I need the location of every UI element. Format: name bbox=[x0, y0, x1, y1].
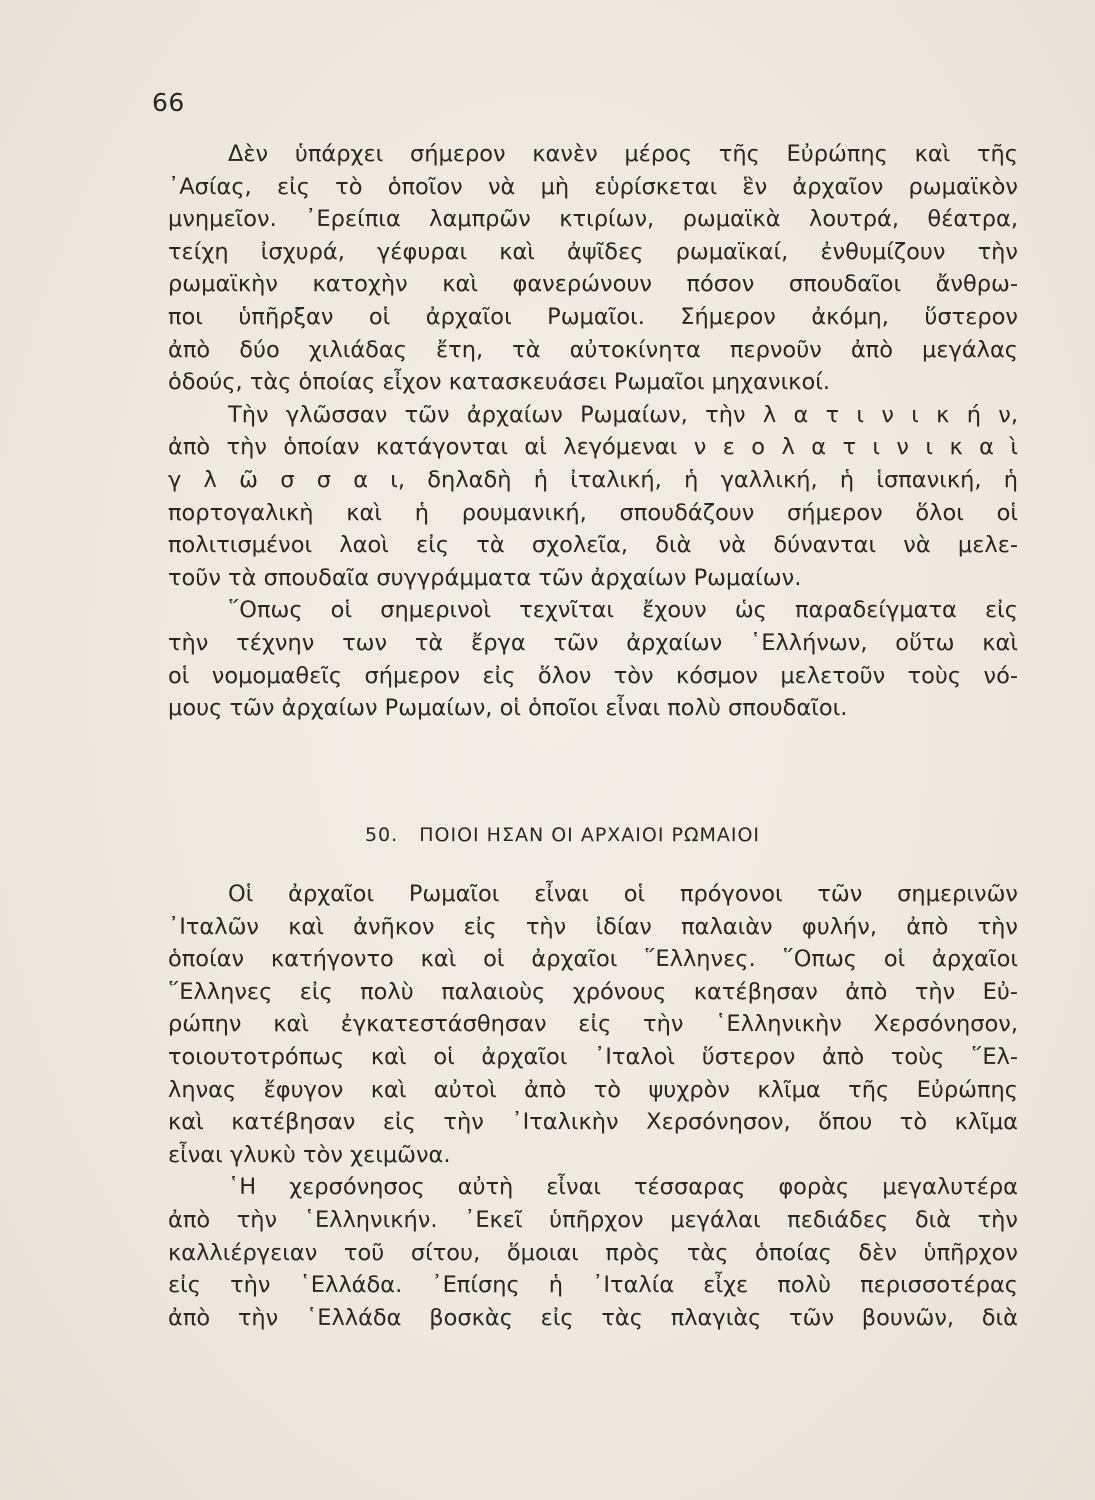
text-line: ῾Η χερσόνησος αὐτὴ εἶναι τέσσαρας φορὰς μεγαλυτέρα bbox=[228, 1174, 1018, 1201]
text-line: εἰς τὴν ῾Ελλάδα. ᾿Επίσης ἡ ᾿Ιταλία εἶχε πολὺ περισσοτέρας bbox=[168, 1272, 1018, 1299]
section-1-text bbox=[168, 138, 1018, 725]
text-line: μνημεῖον. ᾿Ερείπια λαμπρῶν κτιρίων, ρωμαϊκὰ λουτρά, θέατρα, bbox=[168, 206, 1018, 233]
text-line: εἶναι γλυκὺ τὸν χειμῶνα. bbox=[168, 1141, 451, 1168]
text-line: ποι ὑπῆρξαν οἱ ἀρχαῖοι Ρωμαῖοι. Σήμερον ἀκόμη, ὕστερον bbox=[168, 303, 1018, 330]
section-heading-title: ΠΟΙΟΙ ΗΣΑΝ ΟΙ ΑΡΧΑΙΟΙ ΡΩΜΑΙΟΙ bbox=[419, 824, 761, 846]
text-line: ὁδούς, τὰς ὁποίας εἶχον κατασκευάσει Ρωμαῖοι μηχανικοί. bbox=[168, 369, 830, 396]
text-line: ἀπὸ τὴν ῾Ελληνικήν. ᾿Εκεῖ ὑπῆρχον μεγάλαι πεδιάδες διὰ τὴν bbox=[168, 1206, 1018, 1233]
page-number: 66 bbox=[152, 88, 185, 117]
text-line: τοιουτοτρόπως καὶ οἱ ἀρχαῖοι ᾿Ιταλοὶ ὕστερον ἀπὸ τοὺς ῞Ελ- bbox=[168, 1043, 1018, 1070]
text-line: ῞Ελληνες εἰς πολὺ παλαιοὺς χρόνους κατέβησαν ἀπὸ τὴν Εὐ- bbox=[168, 978, 1018, 1005]
text-line: ᾿Ασίας, εἰς τὸ ὁποῖον νὰ μὴ εὑρίσκεται ἓν ἀρχαῖον ρωμαϊκὸν bbox=[168, 173, 1018, 200]
text-line: καλλιέργειαν τοῦ σίτου, ὅμοιαι πρὸς τὰς ὁποίας δὲν ὑπῆρχον bbox=[168, 1239, 1018, 1266]
text-line: ῞Οπως οἱ σημερινοὶ τεχνῖται ἔχουν ὡς παραδείγματα εἰς bbox=[228, 597, 1018, 624]
text-line: ρώπην καὶ ἐγκατεστάσθησαν εἰς τὴν ῾Ελληνικὴν Χερσόνησον, bbox=[168, 1011, 1018, 1038]
text-line: ᾿Ιταλῶν καὶ ἀνῆκον εἰς τὴν ἰδίαν παλαιὰν φυλήν, ἀπὸ τὴν bbox=[168, 913, 1018, 940]
text-line: ἀπὸ δύο χιλιάδας ἔτη, τὰ αὐτοκίνητα περνοῦν ἀπὸ μεγάλας bbox=[168, 336, 1018, 363]
text-line: μους τῶν ἀρχαίων Ρωμαίων, οἱ ὁποῖοι εἶναι πολὺ σπουδαῖοι. bbox=[168, 695, 848, 722]
section-2-text bbox=[168, 878, 1018, 1334]
section-heading-number: 50. bbox=[364, 824, 399, 846]
text-line: τείχη ἰσχυρά, γέφυραι καὶ ἀψῖδες ρωμαϊκαί, ἐνθυμίζουν τὴν bbox=[168, 238, 1018, 265]
text-line: Οἱ ἀρχαῖοι Ρωμαῖοι εἶναι οἱ πρόγονοι τῶν σημερινῶν bbox=[228, 881, 1018, 907]
text-line: ὁποίαν κατήγοντο καὶ οἱ ἀρχαῖοι ῞Ελληνες. ῞Οπως οἱ ἀρχαῖοι bbox=[168, 946, 1018, 973]
section-heading bbox=[0, 824, 1095, 846]
text-line: Τὴν γλῶσσαν τῶν ἀρχαίων Ρωμαίων, τὴν λ α τ ι ν ι κ ή ν, bbox=[228, 401, 1018, 428]
text-line: πορτογαλικὴ καὶ ἡ ρουμανική, σπουδάζουν σήμερον ὅλοι οἱ bbox=[168, 499, 1018, 526]
text-line: οἱ νομομαθεῖς σήμερον εἰς ὅλον τὸν κόσμον μελετοῦν τοὺς νό- bbox=[168, 662, 1018, 689]
text-line: ρωμαϊκὴν κατοχὴν καὶ φανερώνουν πόσον σπουδαῖοι ἄνθρω- bbox=[168, 271, 1018, 298]
text-line: Δὲν ὑπάρχει σήμερον κανὲν μέρος τῆς Εὐρώπης καὶ τῆς bbox=[228, 141, 1018, 167]
text-line: γ λ ῶ σ σ α ι, δηλαδὴ ἡ ἰταλική, ἡ γαλλική, ἡ ἱσπανική, ἡ bbox=[168, 466, 1018, 493]
text-line: ἀπὸ τὴν ὁποίαν κατάγονται αἱ λεγόμεναι ν ε ο λ α τ ι ν ι κ α ὶ bbox=[168, 434, 1018, 461]
text-line: πολιτισμένοι λαοὶ εἰς τὰ σχολεῖα, διὰ νὰ δύνανται νὰ μελε- bbox=[168, 532, 1018, 559]
text-line: καὶ κατέβησαν εἰς τὴν ᾿Ιταλικὴν Χερσόνησον, ὅπου τὸ κλῖμα bbox=[168, 1109, 1018, 1136]
text-line: τὴν τέχνην των τὰ ἔργα τῶν ἀρχαίων ῾Ελλήνων, οὕτω καὶ bbox=[168, 629, 1018, 656]
text-line: τοῦν τὰ σπουδαῖα συγγράμματα τῶν ἀρχαίων Ρωμαίων. bbox=[168, 564, 802, 591]
text-line: ληνας ἔφυγον καὶ αὐτοὶ ἀπὸ τὸ ψυχρὸν κλῖμα τῆς Εὐρώπης bbox=[168, 1076, 1018, 1103]
text-line: ἀπὸ τὴν ῾Ελλάδα βοσκὰς εἰς τὰς πλαγιὰς τῶν βουνῶν, διὰ bbox=[168, 1304, 1018, 1331]
